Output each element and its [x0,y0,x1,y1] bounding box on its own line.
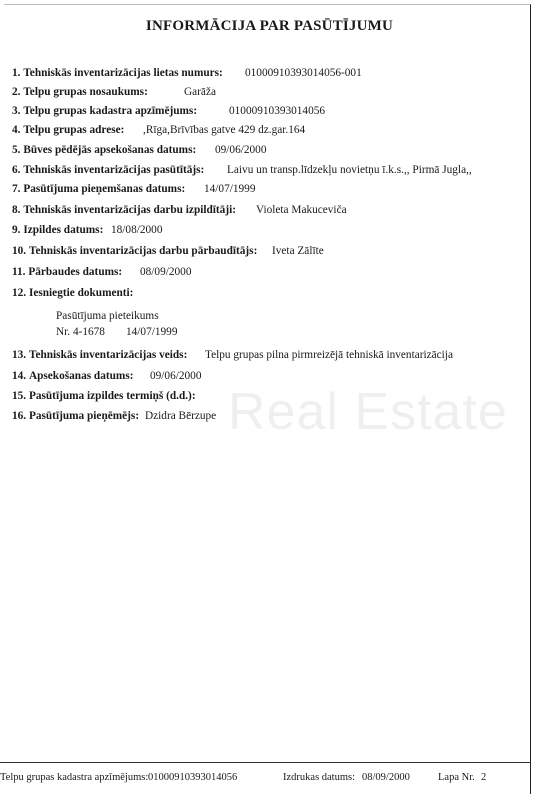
item-3 [12,105,326,117]
item-number: 9. [12,224,21,236]
submitted-document-number: Nr. 4-1678 [56,326,105,338]
item-number: 12. [12,287,27,299]
submitted-document-date: 14/07/1999 [126,326,178,338]
item-label: Izpildes datums: [23,224,104,236]
item-number: 15. [12,390,27,402]
item-2 [12,86,216,98]
footer-page-number: 2 [481,772,487,783]
item-value: 18/08/2000 [111,224,163,236]
item-label: Pārbaudes datums: [28,266,123,278]
item-number: 10. [12,245,27,257]
item-number: 16. [12,410,27,422]
item-label: Apsekošanas datums: [28,370,134,382]
footer-cadastre-value: 01000910393014056 [148,772,238,783]
item-number: 3. [12,105,21,117]
item-value: Laivu un transp.līdzekļu novietņu ī.k.s.,, Pirmā Jugla,, [227,164,472,176]
page-title: INFORMĀCIJA PAR PASŪTĪJUMU [145,18,394,34]
item-label: Tehniskās inventarizācijas pasūtītājs: [23,164,205,176]
item-label: Iesniegtie dokumenti: [28,287,134,299]
item-label: Tehniskās inventarizācijas veids: [28,349,188,361]
item-value: 09/06/2000 [150,370,202,382]
watermark: Real Estate [228,383,508,441]
item-value: Dzidra Bērzupe [145,410,217,422]
item-9 [12,224,163,236]
item-6 [12,164,472,176]
item-value: 14/07/1999 [204,183,256,195]
submitted-document-name: Pasūtījuma pieteikums [56,310,159,322]
footer-page-label: Lapa Nr. [438,772,475,783]
item-label: Pasūtījuma pieņemšanas datums: [23,183,186,195]
item-value: 01000910393014056 [229,105,326,117]
item-4 [12,124,306,136]
item-number: 5. [12,144,21,156]
footer-divider [0,762,531,763]
item-number: 6. [12,164,21,176]
item-number: 13. [12,349,27,361]
item-15 [12,390,196,402]
item-8 [12,204,347,216]
item-value: ,Rīga,Brīvības gatve 429 dz.gar.164 [143,124,306,136]
item-value: Telpu grupas pilna pirmreizējā tehniskā inventarizācija [205,349,453,361]
item-label: Tehniskās inventarizācijas darbu pārbaudītājs: [28,245,258,257]
item-value: 09/06/2000 [215,144,267,156]
item-value: Violeta Makuceviča [256,204,347,216]
item-label: Tehniskās inventarizācijas lietas numurs: [23,67,223,79]
item-1 [12,67,362,79]
item-number: 11. [12,266,26,278]
item-value: 01000910393014056-001 [245,67,362,79]
item-number: 4. [12,124,21,136]
item-16 [12,410,217,422]
item-label: Telpu grupas adrese: [23,124,125,136]
item-label: Telpu grupas kadastra apzīmējums: [23,105,198,117]
item-12 [12,287,133,299]
item-number: 7. [12,183,21,195]
item-number: 14. [12,370,27,382]
item-label: Tehniskās inventarizācijas darbu izpildītāji: [23,204,236,216]
item-label: Būves pēdējās apsekošanas datums: [23,144,197,156]
item-5 [12,144,267,156]
item-label: Telpu grupas nosaukums: [23,86,148,98]
footer-print-date-label: Izdrukas datums: [283,772,356,783]
item-14 [12,370,202,382]
item-11 [12,266,192,278]
item-value: 08/09/2000 [140,266,192,278]
item-value: Iveta Zālīte [272,245,324,257]
item-number: 1. [12,67,21,79]
footer-print-date-value: 08/09/2000 [362,772,410,783]
item-label: Pasūtījuma pieņēmējs: [28,410,140,422]
item-number: 2. [12,86,21,98]
footer-cadastre-label: Telpu grupas kadastra apzīmējums: [0,772,149,783]
item-13 [12,349,453,361]
item-10 [12,245,324,257]
item-number: 8. [12,204,21,216]
item-label: Pasūtījuma izpildes termiņš (d.d.): [28,390,196,402]
item-7 [12,183,256,195]
item-value: Garāža [184,86,216,98]
